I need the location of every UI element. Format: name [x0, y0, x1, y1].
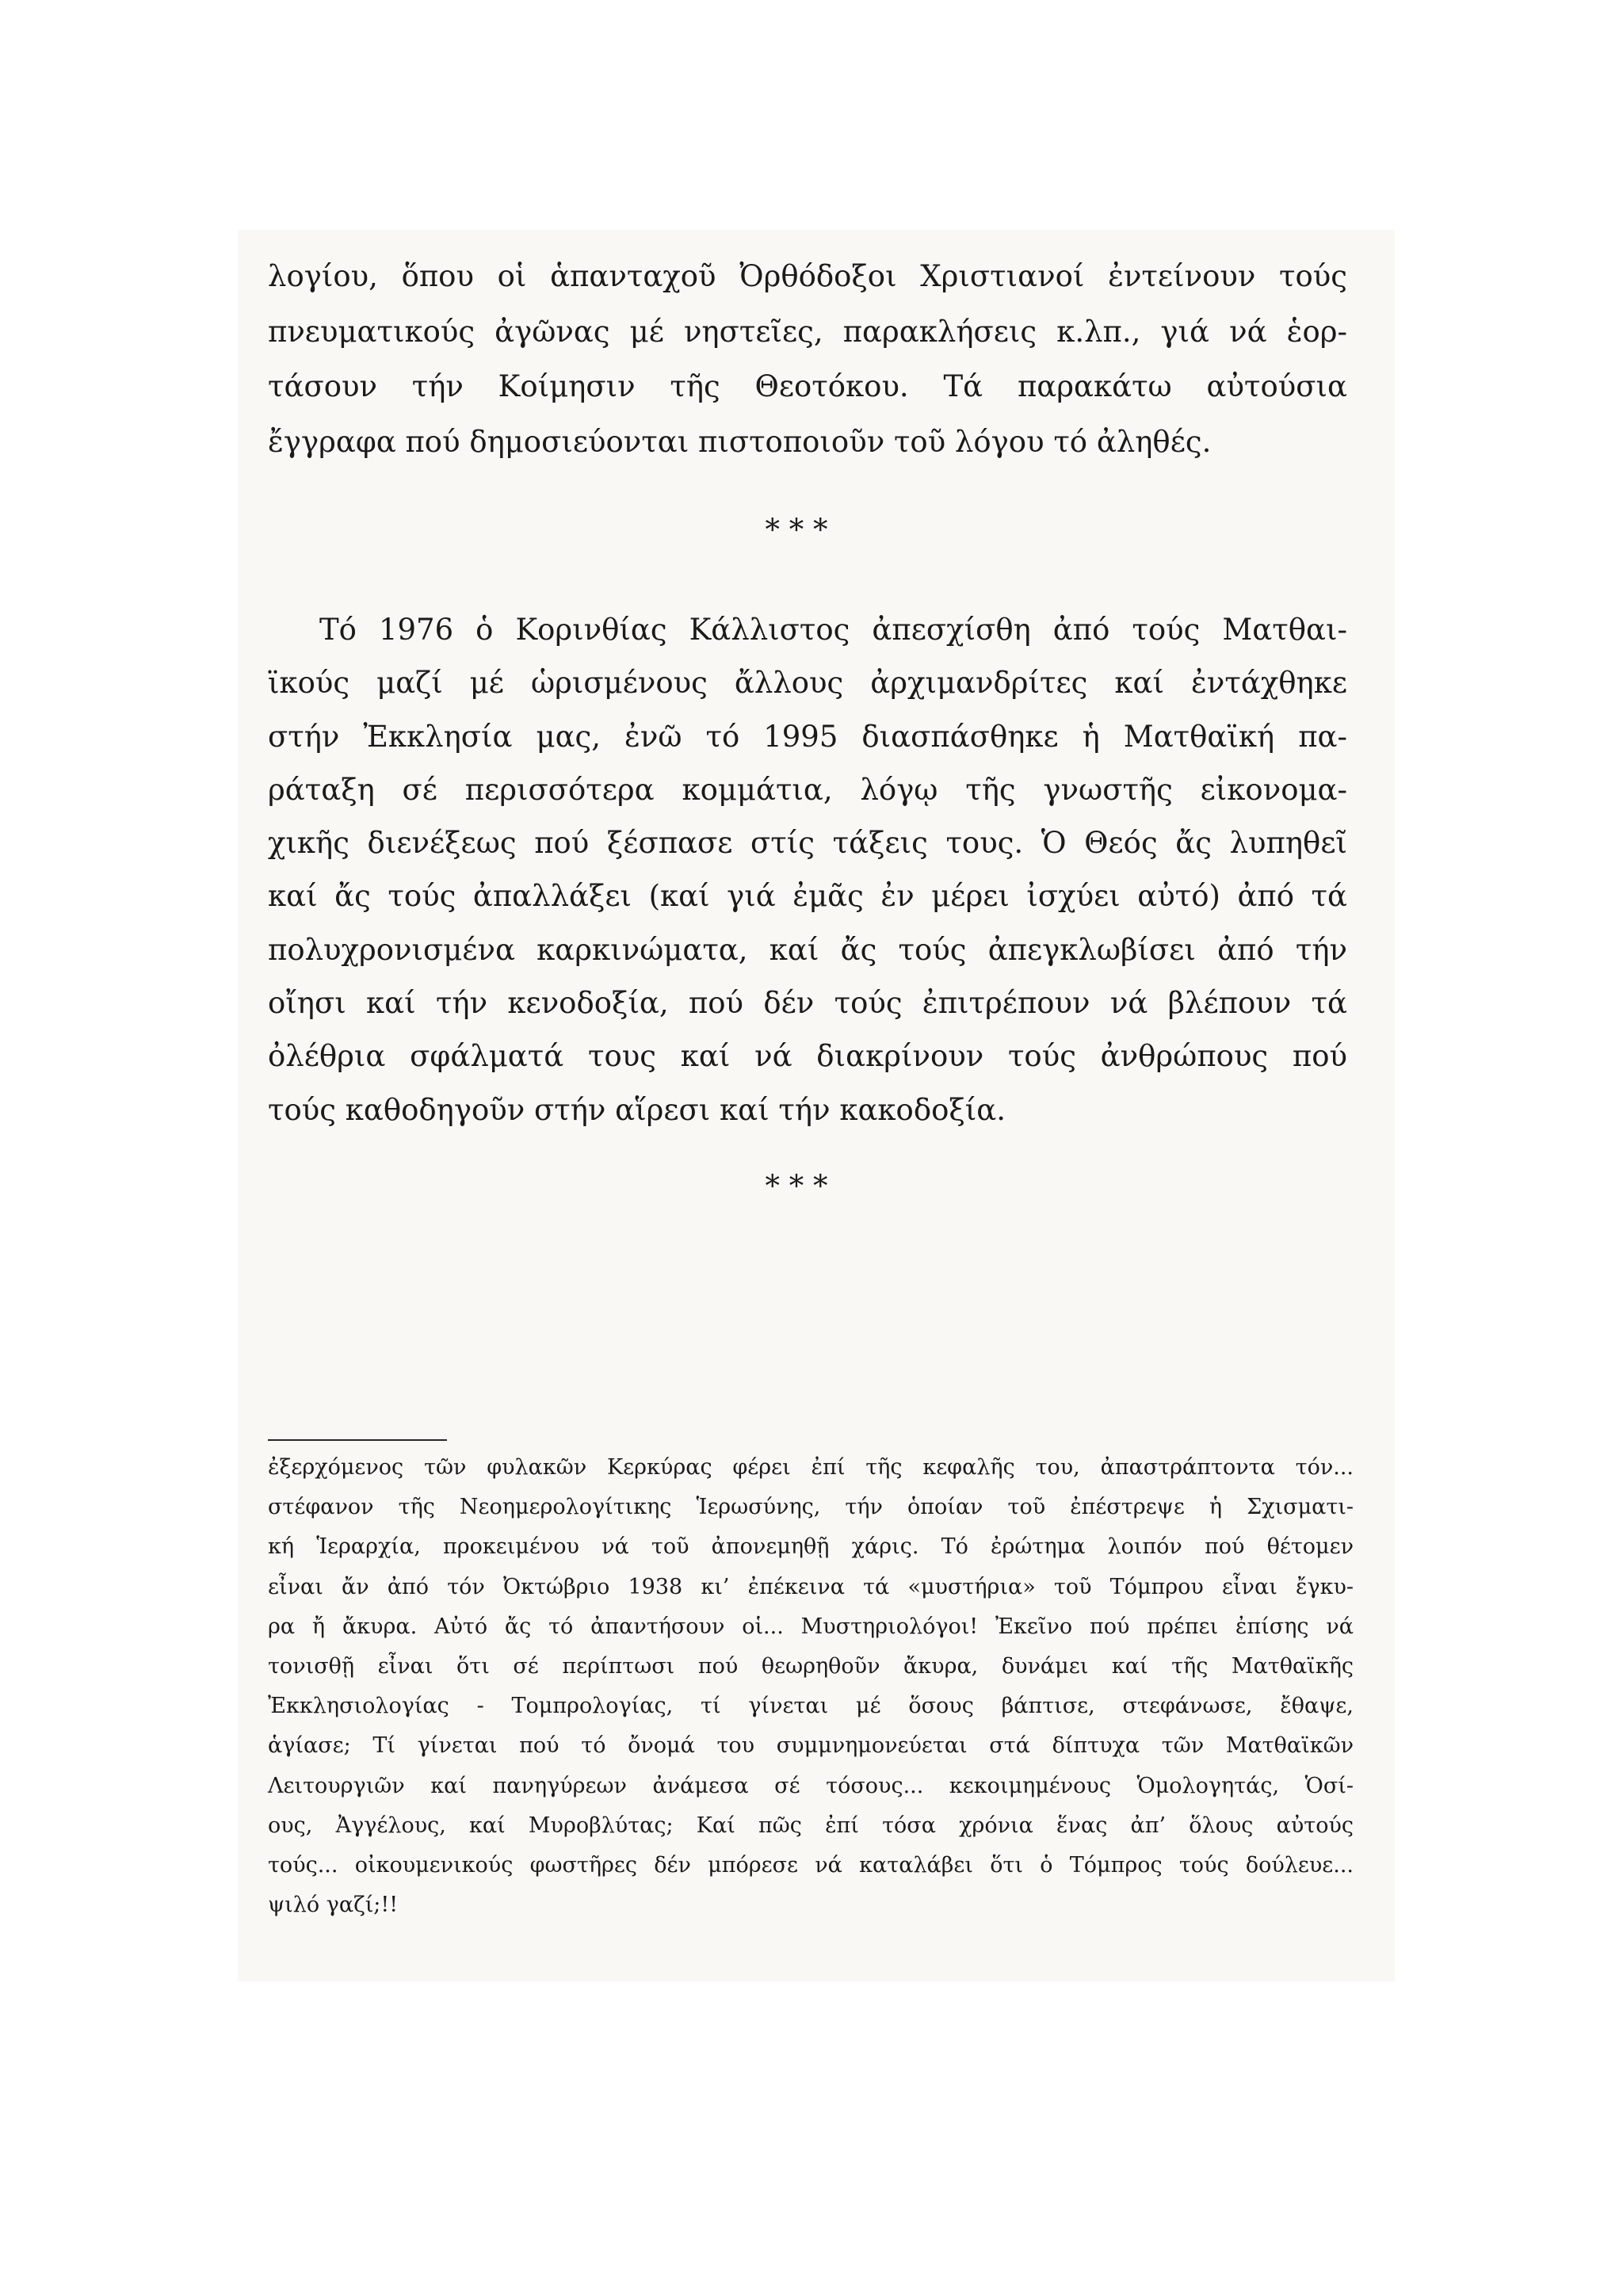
paragraph-2-line: ράταξη σέ περισσότερα κομμάτια, λόγῳ τῆς γνωστῆς εἰκονομα- [268, 772, 1347, 807]
footnote-line: Λειτουργιῶν καί πανηγύρεων ἀνάμεσα σέ τόσους... κεκοιμημένους Ὁμολογητάς, Ὁσί- [268, 1773, 1354, 1798]
paragraph-1-line: ἔγγραφα πού δημοσιεύονται πιστοποιοῦν τοῦ λόγου τό ἀληθές. [268, 425, 1212, 460]
footnote-line: εἶναι ἄν ἀπό τόν Ὀκτώβριο 1938 κι’ ἐπέκεινα τά «μυστήρια» τοῦ Τόμπρου εἶναι ἔγκυ- [268, 1574, 1354, 1599]
paragraph-2-line: οἴησι καί τήν κενοδοξία, πού δέν τούς ἐπιτρέπουν νά βλέπουν τά [268, 986, 1347, 1021]
paragraph-2-line: Τό 1976 ὁ Κορινθίας Κάλλιστος ἀπεσχίσθη ἀπό τούς Ματθαι- [319, 613, 1347, 647]
footnote-line: στέφανον τῆς Νεοημερολογίτικης Ἱερωσύνης, τήν ὁποίαν τοῦ ἐπέστρεψε ἡ Σχισματι- [268, 1495, 1354, 1520]
paragraph-1-line: λογίου, ὅπου οἱ ἁπανταχοῦ Ὀρθόδοξοι Χριστιανοί ἐντείνουν τούς [268, 259, 1347, 293]
section-separator: * * * [765, 1169, 828, 1203]
paragraph-1-line: τάσουν τήν Κοίμησιν τῆς Θεοτόκου. Τά παρακάτω αὐτούσια [268, 369, 1347, 404]
footnote-line: Ἐκκλησιολογίας - Τομπρολογίας, τί γίνεται μέ ὅσους βάπτισε, στεφάνωσε, ἔθαψε, [268, 1694, 1354, 1719]
footnote-line: ἐξερχόμενος τῶν φυλακῶν Κερκύρας φέρει ἐπί τῆς κεφαλῆς του, ἀπαστράπτοντα τόν... [268, 1455, 1354, 1480]
paragraph-2-line: τούς καθοδηγοῦν στήν αἵρεσι καί τήν κακοδοξία. [268, 1092, 1006, 1127]
paragraph-2-line: χικῆς διενέξεως πού ξέσπασε στίς τάξεις τους. Ὁ Θεός ἄς λυπηθεῖ [268, 826, 1347, 861]
paragraph-2-line: ὀλέθρια σφάλματά τους καί νά διακρίνουν τούς ἀνθρώπους πού [268, 1039, 1347, 1074]
footnote [268, 1448, 1354, 1925]
footnote-line: τούς... οἰκουμενικούς φωστῆρες δέν μπόρεσε νά καταλάβει ὅτι ὁ Τόμπρος τούς δούλευε... [268, 1853, 1354, 1878]
paragraph-2-line: πολυχρονισμένα καρκινώματα, καί ἄς τούς ἀπεγκλωβίσει ἀπό τήν [268, 932, 1347, 967]
footnote-line: ρα ἤ ἄκυρα. Αὐτό ἄς τό ἀπαντήσουν οἱ... Μυστηριολόγοι! Ἐκεῖνο πού πρέπει ἐπίσης νά [268, 1614, 1354, 1639]
footnote-line: ους, Ἀγγέλους, καί Μυροβλύτας; Καί πῶς ἐπί τόσα χρόνια ἕνας ἀπ’ ὅλους αὐτούς [268, 1813, 1354, 1838]
paragraph-1-line: πνευματικούς ἀγῶνας μέ νηστεῖες, παρακλήσεις κ.λπ., γιά νά ἑορ- [268, 314, 1347, 349]
main-text-paragraph-1 [268, 249, 1347, 470]
footnote-line: ψιλό γαζί;!! [268, 1893, 399, 1918]
paragraph-2-line: στήν Ἐκκλησία μας, ἐνῶ τό 1995 διασπάσθηκε ἡ Ματθαϊκή πα- [268, 719, 1347, 754]
section-separator: * * * [765, 513, 828, 547]
main-text-paragraph-2 [268, 603, 1347, 1137]
footnote-line: ἁγίασε; Τί γίνεται πού τό ὄνομά του συμμνημονεύεται στά δίπτυχα τῶν Ματθαϊκῶν [268, 1733, 1354, 1759]
paragraph-2-line: καί ἄς τούς ἀπαλλάξει (καί γιά ἐμᾶς ἐν μέρει ἰσχύει αὐτό) ἀπό τά [268, 879, 1347, 914]
footnote-line: τονισθῇ εἶναι ὅτι σέ περίπτωσι πού θεωρηθοῦν ἄκυρα, δυνάμει καί τῆς Ματθαϊκῆς [268, 1654, 1354, 1679]
footnote-rule [268, 1439, 447, 1441]
paragraph-2-line: ϊκούς μαζί μέ ὡρισμένους ἄλλους ἀρχιμανδρίτες καί ἐντάχθηκε [268, 666, 1347, 701]
footnote-line: κή Ἱεραρχία, προκειμένου νά τοῦ ἀπονεμηθῇ χάρις. Τό ἐρώτημα λοιπόν πού θέτομεν [268, 1534, 1354, 1560]
